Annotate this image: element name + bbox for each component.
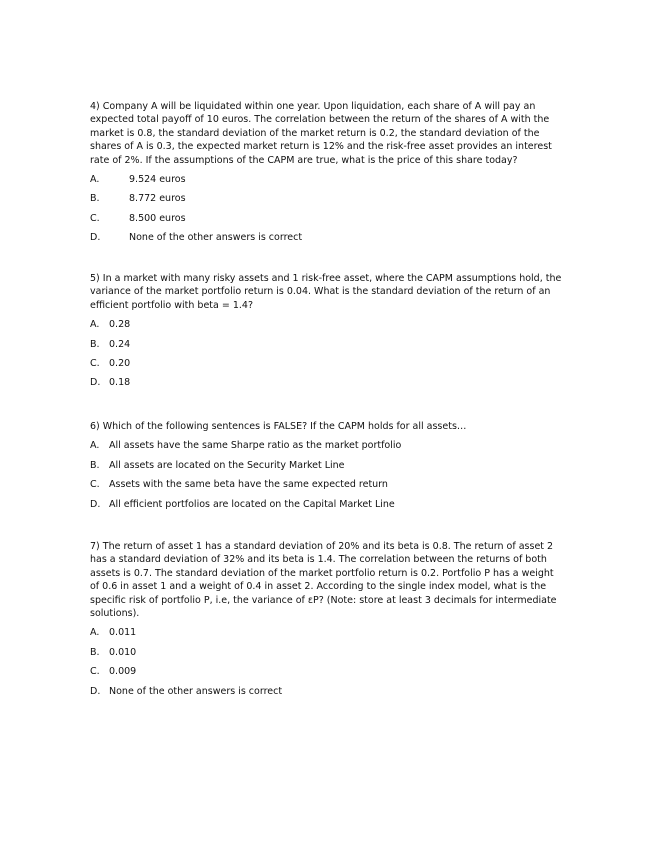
- question-7: [90, 540, 565, 704]
- option-text: 0.20: [109, 358, 131, 369]
- question-text: 5) In a market with many risky assets and 1 risk-free asset, where the CAPM assumptions hold, the variance of the market portfolio return is 0.04. What is the standard deviation of the return of an efficient portfolio with beta = 1.4?: [90, 273, 562, 311]
- option-c: [90, 212, 565, 231]
- question-4: [90, 100, 565, 251]
- option-letter: A.: [90, 440, 100, 452]
- answer-options: [90, 173, 565, 251]
- question-5: [90, 272, 565, 396]
- question-text: 4) Company A will be liquidated within one year. Upon liquidation, each share of A will pay an expected total payoff of 10 euros. The correlation between the return of the shares of A with the market is 0.8, the standard deviation of the market return is 0.2, the standard deviation of the shares of A is 0.3, the expected market return is 12% and the risk-free asset provides an interest rate of 2%. If the assumptions of the CAPM are true, what is the price of this share today?: [90, 101, 552, 166]
- option-c: [90, 665, 565, 684]
- option-letter: D.: [90, 685, 101, 697]
- option-d: [90, 376, 565, 395]
- option-a: [90, 318, 565, 337]
- option-letter: D.: [90, 498, 101, 510]
- option-letter: C.: [90, 479, 100, 491]
- option-text: 0.009: [109, 666, 137, 678]
- option-letter: B.: [90, 459, 100, 471]
- question-text: 6) Which of the following sentences is FALSE? If the CAPM holds for all assets…: [90, 421, 467, 432]
- option-d: [90, 685, 565, 704]
- option-text: All assets are located on the Security Market Line: [109, 459, 345, 471]
- option-letter: C.: [90, 358, 100, 369]
- option-b: [90, 192, 565, 211]
- option-letter: C.: [90, 212, 100, 224]
- option-text: 9.524 euros: [129, 174, 186, 186]
- option-text: 0.28: [109, 319, 131, 331]
- option-text: None of the other answers is correct: [129, 232, 303, 244]
- option-letter: D.: [90, 377, 101, 389]
- question-6: [90, 420, 565, 517]
- option-text: 0.24: [109, 338, 131, 350]
- option-letter: A.: [90, 174, 100, 186]
- option-a: [90, 626, 565, 645]
- option-b: [90, 338, 565, 357]
- option-text: 0.010: [109, 646, 137, 658]
- option-letter: A.: [90, 627, 100, 639]
- answer-options: [90, 318, 565, 396]
- option-text: Assets with the same beta have the same expected return: [109, 479, 388, 491]
- answer-options: [90, 626, 565, 704]
- option-a: [90, 439, 565, 458]
- option-text: 0.18: [109, 377, 131, 389]
- answer-options: [90, 439, 565, 517]
- option-c: [90, 357, 565, 376]
- option-a: [90, 173, 565, 192]
- question-text: 7) The return of asset 1 has a standard deviation of 20% and its beta is 0.8. The return of asset 2 has a standard deviation of 32% and its beta is 1.4. The correlation between the returns of both assets is 0.7. The standard deviation of the market portfolio return is 0.2. Portfolio P has a weight of 0.6 in asset 1 and a weight of 0.4 in asset 2. According to the single index model, what is the specific risk of portfolio P, i.e, the variance of εP? (Note: store at least 3 decimals for intermediate solutions).: [90, 541, 557, 620]
- option-text: 0.011: [109, 627, 137, 639]
- option-text: All assets have the same Sharpe ratio as the market portfolio: [109, 440, 402, 452]
- option-text: 8.500 euros: [129, 212, 186, 224]
- option-d: [90, 231, 565, 250]
- option-letter: C.: [90, 666, 100, 678]
- option-letter: B.: [90, 193, 100, 205]
- option-text: 8.772 euros: [129, 193, 186, 205]
- option-text: All efficient portfolios are located on the Capital Market Line: [109, 498, 395, 510]
- option-letter: B.: [90, 338, 100, 350]
- option-b: [90, 459, 565, 478]
- option-letter: D.: [90, 232, 101, 244]
- option-c: [90, 478, 565, 497]
- option-b: [90, 646, 565, 665]
- option-d: [90, 498, 565, 517]
- option-letter: B.: [90, 646, 100, 658]
- option-text: None of the other answers is correct: [109, 685, 283, 697]
- option-letter: A.: [90, 319, 100, 331]
